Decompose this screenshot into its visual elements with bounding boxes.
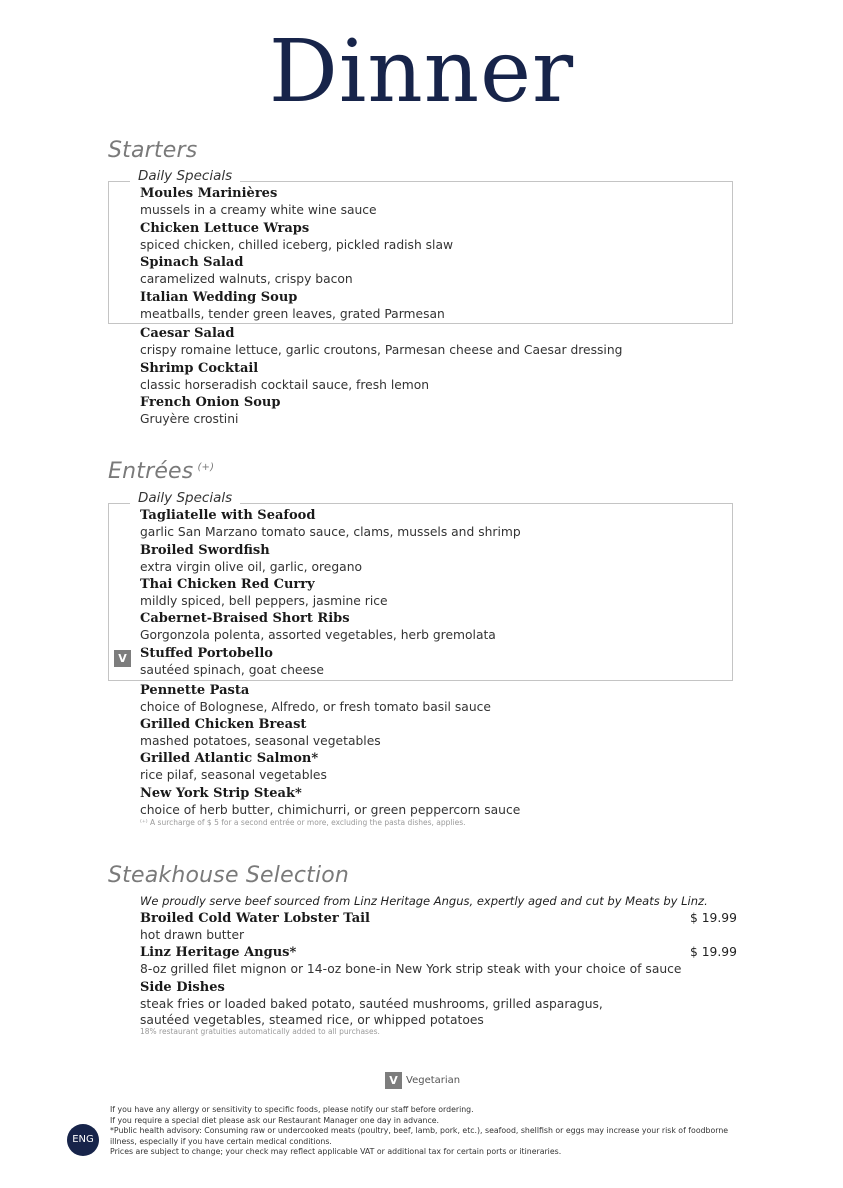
item-description: crispy romaine lettuce, garlic croutons, Parmesan cheese and Caesar dressing [140,343,623,357]
item-name: Spinach Salad [140,255,244,270]
footer-line: *Public health advisory: Consuming raw or undercooked meats (poultry, beef, lamb, pork, etc.), seafood, shellfish or eggs may increase your risk of foodborne [110,1126,729,1135]
menu-item [140,751,327,783]
page-title: Dinner [268,22,575,122]
item-name: Linz Heritage Angus* [140,945,297,960]
entrees-heading [108,459,214,484]
item-description: mildly spiced, bell peppers, jasmine rice [140,594,388,608]
menu-item [140,326,622,358]
item-name: Caesar Salad [140,326,235,341]
menu-item [140,221,453,253]
footer-line: If you require a special diet please ask our Restaurant Manager one day in advance. [110,1115,440,1125]
item-name: Stuffed Portobello [140,646,273,661]
item-description: 8-oz grilled filet mignon or 14-oz bone-in New York strip steak with your choice of sauce [140,962,682,976]
item-price: $ 19.99 [690,911,737,925]
item-name: Chicken Lettuce Wraps [140,221,310,236]
menu-item [140,361,429,393]
item-name: Thai Chicken Red Curry [140,577,315,592]
menu-item [140,186,377,218]
footer-disclaimer [110,1105,750,1158]
item-name: Moules Marinières [140,186,278,201]
item-name: New York Strip Steak* [140,786,302,801]
item-name: Grilled Atlantic Salmon* [140,751,319,766]
item-description: choice of Bolognese, Alfredo, or fresh tomato basil sauce [140,700,491,714]
menu-item [140,683,491,715]
item-description: mashed potatoes, seasonal vegetables [140,734,381,748]
item-description: mussels in a creamy white wine sauce [140,203,377,217]
surcharge-note: ⁽⁺⁾ A surcharge of $ 5 for a second entrée or more, excluding the pasta dishes, applies. [140,818,466,827]
starters-heading: Starters [108,138,198,163]
vegetarian-legend-label: Vegetarian [406,1075,461,1086]
item-description: meatballs, tender green leaves, grated Parmesan [140,307,445,321]
menu-item [140,717,381,749]
menu-item [140,611,496,643]
item-description: caramelized walnuts, crispy bacon [140,272,353,286]
item-name: Cabernet-Braised Short Ribs [140,611,350,626]
menu-item [140,980,603,1028]
menu-item [140,543,362,575]
item-description: steak fries or loaded baked potato, sautéed mushrooms, grilled asparagus, [140,997,603,1011]
item-name: Broiled Cold Water Lobster Tail [140,911,370,926]
vegetarian-icon: V [114,650,131,667]
menu-item [140,911,370,943]
footer-line: Prices are subject to change; your check may reflect applicable VAT or additional tax for certain ports or itineraries. [110,1147,562,1156]
item-description: extra virgin olive oil, garlic, oregano [140,560,363,574]
menu-item [140,577,388,609]
starters-specials-label: Daily Specials [130,168,240,184]
footer-line: illness, especially if you have certain medical conditions. [110,1136,332,1146]
item-description: spiced chicken, chilled iceberg, pickled radish slaw [140,238,454,252]
menu-item [140,786,520,818]
footer-line: If you have any allergy or sensitivity to specific foods, please notify our staff before ordering. [110,1105,474,1114]
entrees-specials-label: Daily Specials [130,490,240,506]
item-description: sautéed spinach, goat cheese [140,663,324,677]
item-price: $ 19.99 [690,945,737,959]
item-description: rice pilaf, seasonal vegetables [140,768,327,782]
menu-item [140,255,353,287]
item-name: Pennette Pasta [140,683,250,698]
menu-item [140,945,681,977]
entrees-heading-text: Entrées [108,459,194,484]
item-description: Gruyère crostini [140,412,239,426]
menu-item [140,646,324,678]
steakhouse-heading: Steakhouse Selection [108,863,350,888]
gratuity-note: 18% restaurant gratuities automatically added to all purchases. [140,1027,380,1036]
steakhouse-intro: We proudly serve beef sourced from Linz Heritage Angus, expertly aged and cut by Meats by Linz. [140,894,708,908]
item-description: choice of herb butter, chimichurri, or green peppercorn sauce [140,803,521,817]
language-badge[interactable]: ENG [67,1124,99,1156]
vegetarian-legend-icon: V [385,1072,402,1089]
item-name: Side Dishes [140,980,225,995]
item-name: Grilled Chicken Breast [140,717,307,732]
item-description: hot drawn butter [140,928,245,942]
entrees-surcharge-mark: (+) [197,461,215,473]
item-description: Gorgonzola polenta, assorted vegetables, herb gremolata [140,628,496,642]
item-name: French Onion Soup [140,395,281,410]
item-description: classic horseradish cocktail sauce, fresh lemon [140,378,430,392]
item-description: sautéed vegetables, steamed rice, or whipped potatoes [140,1013,484,1027]
item-name: Broiled Swordfish [140,543,270,558]
item-name: Tagliatelle with Seafood [140,508,316,523]
item-name: Italian Wedding Soup [140,290,298,305]
menu-item [140,290,445,322]
item-description: garlic San Marzano tomato sauce, clams, mussels and shrimp [140,525,521,539]
item-name: Shrimp Cocktail [140,361,259,376]
menu-item [140,508,521,540]
menu-item [140,395,280,427]
